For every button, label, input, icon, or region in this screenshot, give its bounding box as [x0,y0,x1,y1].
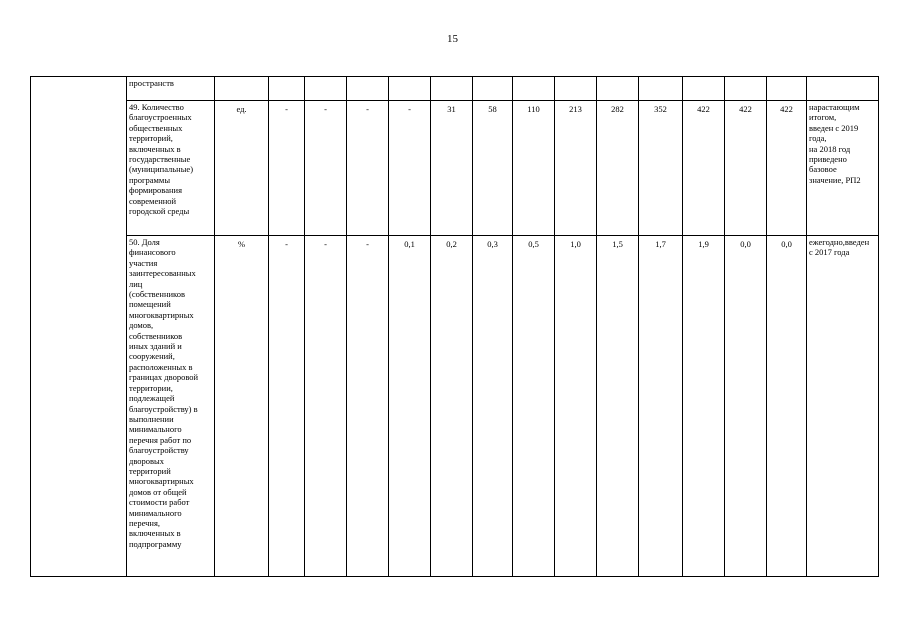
value-cell: 0,1 [389,236,431,577]
value-cell: 213 [555,101,597,236]
value-cell: 0,5 [513,236,555,577]
table-row [31,77,879,101]
page-number: 15 [447,33,458,45]
value-cell: 1,9 [683,236,725,577]
value-cell [555,77,597,101]
unit-cell: % [215,236,269,577]
value-cell [389,77,431,101]
value-cell: 1,7 [639,236,683,577]
value-cell [513,77,555,101]
value-cell: - [269,236,305,577]
value-cell: 1,5 [597,236,639,577]
value-cell [597,77,639,101]
note-cell [807,77,879,101]
value-cell: 0,0 [767,236,807,577]
value-cell: - [347,236,389,577]
value-cell [431,77,473,101]
value-cell: 110 [513,101,555,236]
indicator-name: пространств [127,77,215,101]
value-cell: 0,3 [473,236,513,577]
value-cell [639,77,683,101]
value-cell: 0,0 [725,236,767,577]
value-cell [269,77,305,101]
value-cell: 422 [767,101,807,236]
value-cell: - [347,101,389,236]
value-cell: 352 [639,101,683,236]
value-cell: 422 [683,101,725,236]
value-cell [473,77,513,101]
value-cell: - [305,236,347,577]
value-cell [725,77,767,101]
value-cell: 282 [597,101,639,236]
value-cell: 0,2 [431,236,473,577]
value-cell: - [389,101,431,236]
value-cell: - [269,101,305,236]
value-cell [305,77,347,101]
unit-cell [215,77,269,101]
note-cell: ежегодно,введен с 2017 года [807,236,879,577]
table-row [31,236,879,577]
table-row [31,101,879,236]
value-cell [767,77,807,101]
value-cell: 58 [473,101,513,236]
indicator-name: 50. Доля финансового участия заинтересованных лиц (собственников помещений многоквартирных домов, собственников иных зданий и сооружений, расположенных в границах дворовой территории, подлежащей благоустройству) в выполнении минимального перечня работ по благоустройству дворовых территорий многоквартирных домов от общей стоимости работ минимального перечня, включенных в подпрограмму [127,236,215,577]
indicators-table [30,76,879,577]
group-cell [31,77,127,577]
value-cell [347,77,389,101]
value-cell: 31 [431,101,473,236]
unit-cell: ед. [215,101,269,236]
value-cell [683,77,725,101]
note-cell: нарастающим итогом, введен с 2019 года, на 2018 год приведено базовое значение, РП2 [807,101,879,236]
value-cell: 422 [725,101,767,236]
value-cell: - [305,101,347,236]
indicator-name: 49. Количество благоустроенных общественных территорий, включенных в государственные (муниципальные) программы формирования современной городской среды [127,101,215,236]
value-cell: 1,0 [555,236,597,577]
